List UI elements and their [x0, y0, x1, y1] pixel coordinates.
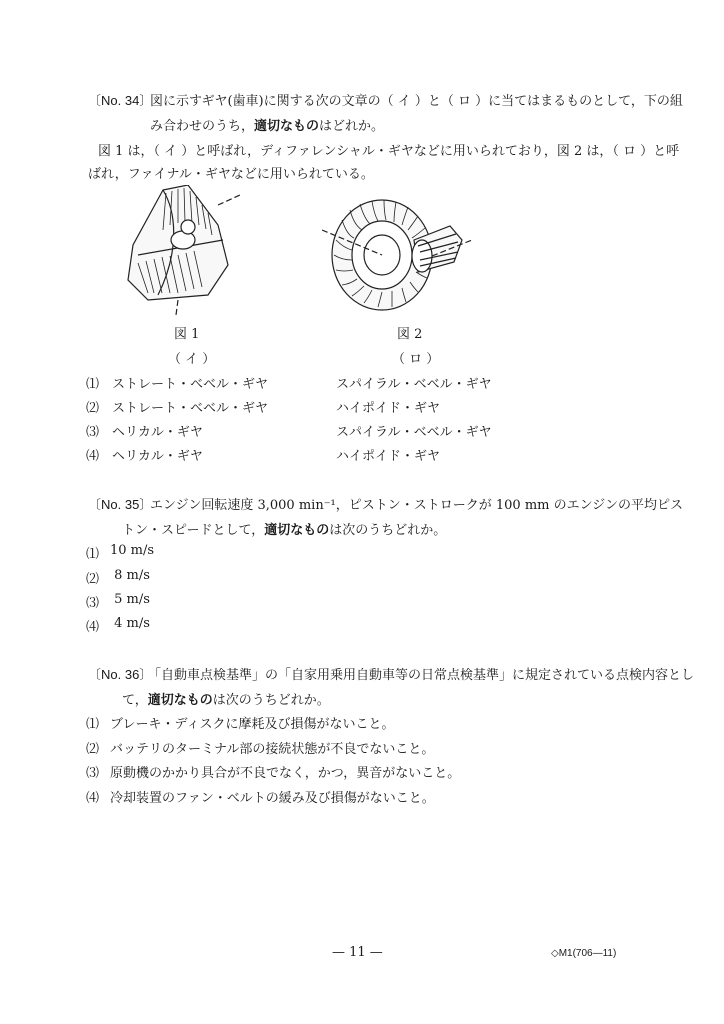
figure-description-line1: 図 1 は，（ イ ）と呼ばれ，ディファレンシャル・ギヤなどに用いられており，図 2 は，（ ロ ）と呼: [98, 144, 680, 159]
question-text-line2: み合わせのうち，適切なものはどれか。: [150, 119, 385, 134]
option-number: ⑵: [86, 401, 100, 416]
option-text: 5 m/s: [110, 592, 150, 607]
option-number: ⑴: [86, 377, 100, 392]
question-text-line1: エンジン回転速度 3,000 min⁻¹，ピストン・ストロークが 100 mm のエンジンの平均ピス: [150, 498, 683, 513]
option-number: ⑴: [86, 717, 100, 732]
figure-2-hypoid-gear: [322, 190, 472, 315]
option-text-a: ストレート・ベベル・ギヤ: [112, 377, 269, 392]
figure-2-label: 図 2: [397, 327, 423, 342]
option-text: 10 m/s: [110, 543, 155, 558]
option-text: 原動機のかかり具合が不良でなく，かつ，異音がないこと。: [110, 766, 461, 781]
option-number: ⑶: [86, 596, 100, 611]
option-text-a: ヘリカル・ギヤ: [112, 449, 203, 464]
option-text-a: ストレート・ベベル・ギヤ: [112, 401, 269, 416]
option-number: ⑷: [86, 620, 100, 635]
option-text: 冷却装置のファン・ベルトの緩み及び損傷がないこと。: [110, 791, 435, 806]
option-number: ⑴: [86, 547, 100, 562]
option-text-a: ヘリカル・ギヤ: [112, 425, 203, 440]
question-text-line2: て，適切なものは次のうちどれか。: [122, 693, 330, 708]
column-header-a: （ イ ）: [168, 352, 216, 367]
column-header-b: （ ロ ）: [392, 352, 440, 367]
question-text-line2: トン・スピードとして，適切なものは次のうちどれか。: [122, 523, 447, 538]
option-number: ⑵: [86, 742, 100, 757]
document-code: ◇M1(706—11): [551, 948, 617, 959]
option-number: ⑷: [86, 449, 100, 464]
page-number: — 11 —: [332, 945, 383, 960]
question-number: 〔No. 34〕: [88, 93, 153, 108]
figure-description-line2: ばれ，ファイナル・ギヤなどに用いられている。: [88, 167, 374, 182]
option-number: ⑶: [86, 766, 100, 781]
option-text-b: スパイラル・ベベル・ギヤ: [336, 377, 492, 392]
option-text-b: スパイラル・ベベル・ギヤ: [336, 425, 492, 440]
option-text-b: ハイポイド・ギヤ: [336, 449, 441, 464]
question-text-line1: 図に示すギヤ(歯車)に関する次の文章の（ イ ）と（ ロ ）に当てはまるものとして，下の組: [150, 94, 683, 109]
figure-1-label: 図 1: [174, 327, 200, 342]
option-text: バッテリのターミナル部の接続状態が不良でないこと。: [110, 742, 435, 757]
option-text: 4 m/s: [110, 616, 150, 631]
option-text-b: ハイポイド・ギヤ: [336, 401, 441, 416]
question-text-line1: 「自動車点検基準」の「自家用乗用自動車等の日常点検基準」に規定されている点検内容とし: [148, 668, 695, 683]
figure-1-straight-bevel-gear: [118, 185, 248, 315]
option-number: ⑷: [86, 791, 100, 806]
option-text: 8 m/s: [110, 568, 150, 583]
option-number: ⑶: [86, 425, 100, 440]
question-number: 〔No. 35〕: [88, 497, 153, 512]
question-number: 〔No. 36〕: [88, 667, 153, 682]
option-number: ⑵: [86, 572, 100, 587]
option-text: ブレーキ・ディスクに摩耗及び損傷がないこと。: [110, 717, 395, 732]
